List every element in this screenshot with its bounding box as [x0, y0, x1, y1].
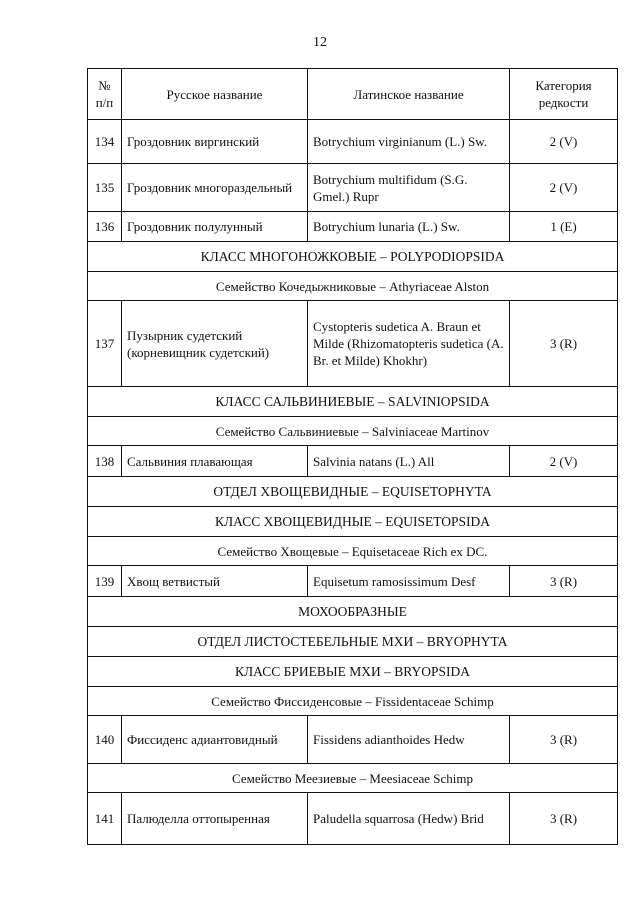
section-heading: КЛАСС ХВОЩЕВИДНЫЕ – EQUISETOPSIDA — [88, 507, 618, 537]
cell-category: 1 (E) — [510, 212, 618, 242]
cell-russian-name: Гроздовник виргинский — [122, 120, 308, 164]
family-heading: Семейство Хвощевые – Equisetaceae Rich ex DC. — [88, 537, 618, 566]
cell-latin-name: Equisetum ramosissimum Desf — [308, 566, 510, 597]
family-heading-row — [88, 764, 618, 793]
section-heading: ОТДЕЛ ХВОЩЕВИДНЫЕ – EQUISETOPHYTA — [88, 477, 618, 507]
cell-latin-name: Paludella squarrosa (Hedw) Brid — [308, 793, 510, 845]
table-body — [88, 120, 618, 845]
section-heading: КЛАСС БРИЕВЫЕ МХИ – BRYOPSIDA — [88, 657, 618, 687]
cell-russian-name: Пузырник судетский (корневищник судетский) — [122, 301, 308, 387]
cell-number: 141 — [88, 793, 122, 845]
cell-latin-name: Botrychium multifidum (S.G. Gmel.) Rupr — [308, 164, 510, 212]
cell-number: 137 — [88, 301, 122, 387]
family-heading-row — [88, 272, 618, 301]
header-russian-name: Русское название — [122, 69, 308, 120]
section-heading: КЛАСС МНОГОНОЖКОВЫЕ – POLYPODIOPSIDA — [88, 242, 618, 272]
cell-number: 136 — [88, 212, 122, 242]
table-row — [88, 164, 618, 212]
cell-latin-name: Cystopteris sudetica A. Braun et Milde (Rhizomatopteris sudetica (A. Br. et Milde) Khokhr) — [308, 301, 510, 387]
cell-category: 2 (V) — [510, 164, 618, 212]
cell-category: 3 (R) — [510, 716, 618, 764]
table-row — [88, 716, 618, 764]
section-heading-row — [88, 477, 618, 507]
cell-number: 138 — [88, 446, 122, 477]
table-row — [88, 301, 618, 387]
section-heading: ОТДЕЛ ЛИСТОСТЕБЕЛЬНЫЕ МХИ – BRYOPHYTA — [88, 627, 618, 657]
table-row — [88, 212, 618, 242]
family-heading-row — [88, 417, 618, 446]
table-row — [88, 793, 618, 845]
table-row — [88, 566, 618, 597]
cell-category: 3 (R) — [510, 301, 618, 387]
cell-russian-name: Гроздовник полулунный — [122, 212, 308, 242]
section-heading: КЛАСС САЛЬВИНИЕВЫЕ – SALVINIOPSIDA — [88, 387, 618, 417]
cell-latin-name: Botrychium virginianum (L.) Sw. — [308, 120, 510, 164]
cell-latin-name: Fissidens adianthoides Hedw — [308, 716, 510, 764]
red-book-table — [87, 68, 618, 845]
table-row — [88, 446, 618, 477]
section-heading-row — [88, 507, 618, 537]
cell-category: 2 (V) — [510, 120, 618, 164]
family-heading: Семейство Кочедыжниковые – Athyriaceae Alston — [88, 272, 618, 301]
family-heading-row — [88, 687, 618, 716]
section-heading-row — [88, 597, 618, 627]
table-header-row — [88, 69, 618, 120]
cell-russian-name: Гроздовник многораздельный — [122, 164, 308, 212]
section-heading: МОХООБРАЗНЫЕ — [88, 597, 618, 627]
section-heading-row — [88, 242, 618, 272]
family-heading: Семейство Фиссиденсовые – Fissidentaceae Schimp — [88, 687, 618, 716]
section-heading-row — [88, 657, 618, 687]
cell-russian-name: Фиссиденс адиантовидный — [122, 716, 308, 764]
cell-russian-name: Сальвиния плавающая — [122, 446, 308, 477]
family-heading-row — [88, 537, 618, 566]
cell-latin-name: Salvinia natans (L.) All — [308, 446, 510, 477]
family-heading: Семейство Сальвиниевые – Salviniaceae Martinov — [88, 417, 618, 446]
cell-number: 135 — [88, 164, 122, 212]
cell-category: 2 (V) — [510, 446, 618, 477]
cell-russian-name: Хвощ ветвистый — [122, 566, 308, 597]
header-category: Категория редкости — [510, 69, 618, 120]
cell-latin-name: Botrychium lunaria (L.) Sw. — [308, 212, 510, 242]
header-latin-name: Латинское название — [308, 69, 510, 120]
cell-category: 3 (R) — [510, 566, 618, 597]
table-row — [88, 120, 618, 164]
section-heading-row — [88, 387, 618, 417]
cell-russian-name: Палюделла оттопыренная — [122, 793, 308, 845]
cell-category: 3 (R) — [510, 793, 618, 845]
cell-number: 134 — [88, 120, 122, 164]
page-number: 12 — [313, 35, 327, 50]
header-num: № п/п — [88, 69, 122, 120]
section-heading-row — [88, 627, 618, 657]
cell-number: 139 — [88, 566, 122, 597]
cell-number: 140 — [88, 716, 122, 764]
family-heading: Семейство Меезиевые – Meesiaceae Schimp — [88, 764, 618, 793]
